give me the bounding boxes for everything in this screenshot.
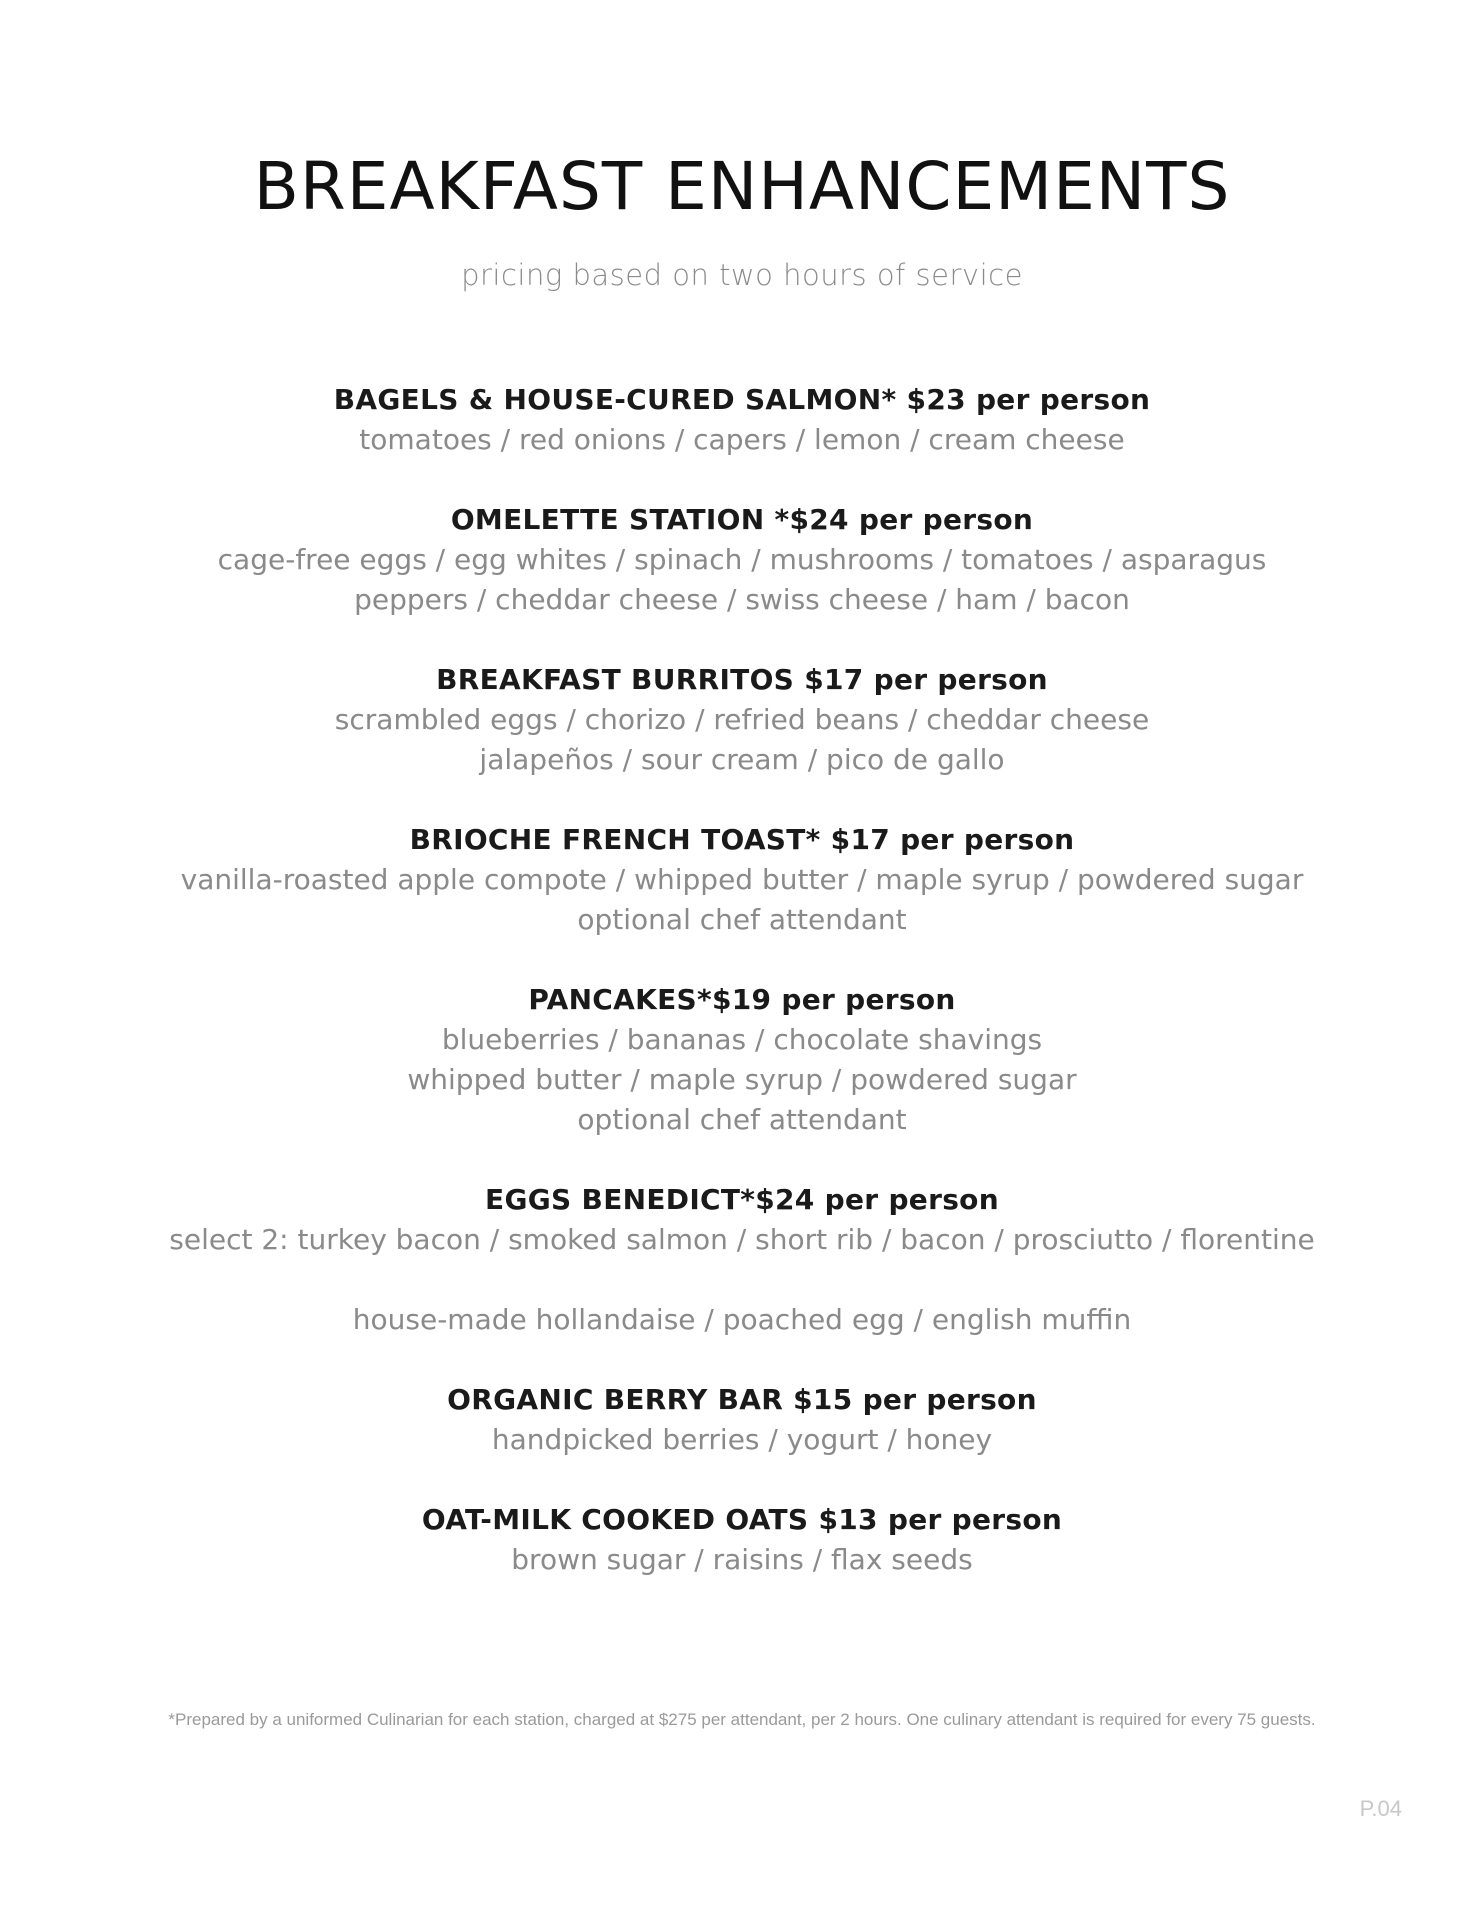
- menu-section-pancakes: [0, 980, 1484, 1140]
- section-name: PANCAKES*: [528, 983, 712, 1016]
- section-name: BAGELS & HOUSE-CURED SALMON*: [333, 383, 897, 416]
- menu-section-berry-bar: [0, 1380, 1484, 1460]
- footnote: *Prepared by a uniformed Culinarian for each station, charged at $275 per attendant, per 2 hours. One culinary attendant is required for every 75 guests.: [168, 1710, 1316, 1729]
- section-heading: [0, 660, 1484, 700]
- section-items: jalapeños / sour cream / pico de gallo: [479, 743, 1005, 776]
- menu-section-eggs-benedict: [0, 1180, 1484, 1260]
- section-name: OMELETTE STATION *: [450, 503, 790, 536]
- section-name: OAT-MILK COOKED OATS: [421, 1503, 809, 1536]
- menu-section-oats: [0, 1500, 1484, 1580]
- section-items: optional chef attendant: [577, 903, 907, 936]
- section-heading: [0, 500, 1484, 540]
- section-price: $17: [830, 823, 891, 856]
- section-price-unit: per person: [858, 503, 1034, 536]
- section-name: ORGANIC BERRY BAR: [447, 1383, 784, 1416]
- section-name: EGGS BENEDICT*: [485, 1183, 756, 1216]
- menu-section-burritos: [0, 660, 1484, 780]
- section-items: brown sugar / raisins / flax seeds: [511, 1543, 973, 1576]
- section-heading: [0, 1500, 1484, 1540]
- section-items: house-made hollandaise / poached egg / english muffin: [352, 1303, 1132, 1336]
- section-price: $17: [804, 663, 864, 696]
- section-items: handpicked berries / yogurt / honey: [491, 1423, 993, 1456]
- section-items: optional chef attendant: [577, 1103, 907, 1136]
- section-name: BRIOCHE FRENCH TOAST*: [409, 823, 821, 856]
- section-price-unit: per person: [781, 983, 956, 1016]
- section-items: vanilla-roasted apple compote / whipped butter / maple syrup / powdered sugar: [180, 863, 1304, 896]
- section-price-unit: per person: [862, 1383, 1037, 1416]
- menu-section-omelette: [0, 500, 1484, 620]
- section-heading: [0, 980, 1484, 1020]
- section-price: $24: [789, 503, 849, 536]
- page-title: BREAKFAST ENHANCEMENTS: [253, 148, 1231, 225]
- section-items: whipped butter / maple syrup / powdered sugar: [407, 1063, 1077, 1096]
- section-price: $13: [818, 1503, 878, 1536]
- section-items: select 2: turkey bacon / smoked salmon / short rib / bacon / prosciutto / florentine: [169, 1223, 1315, 1256]
- section-price: $15: [793, 1383, 853, 1416]
- section-items: cage-free eggs / egg whites / spinach / mushrooms / tomatoes / asparagus: [217, 543, 1267, 576]
- section-price: $24: [755, 1183, 815, 1216]
- section-heading: [0, 1180, 1484, 1220]
- section-name: BREAKFAST BURRITOS: [436, 663, 795, 696]
- page-subtitle: pricing based on two hours of service: [461, 258, 1023, 292]
- section-price-unit: per person: [887, 1503, 1063, 1536]
- section-items: scrambled eggs / chorizo / refried beans / cheddar cheese: [334, 703, 1150, 736]
- section-items: peppers / cheddar cheese / swiss cheese / ham / bacon: [354, 583, 1130, 616]
- menu-section-bagels: [0, 380, 1484, 460]
- section-price-unit: per person: [900, 823, 1075, 856]
- eggs-benedict-extra: [0, 1300, 1484, 1340]
- section-heading: [0, 1380, 1484, 1420]
- page-number: P.04: [1359, 1796, 1402, 1821]
- section-price: $23: [906, 383, 966, 416]
- section-price-unit: per person: [975, 383, 1151, 416]
- section-heading: [0, 380, 1484, 420]
- section-price-unit: per person: [824, 1183, 999, 1216]
- section-heading: [0, 820, 1484, 860]
- section-price: $19: [711, 983, 772, 1016]
- section-price-unit: per person: [873, 663, 1048, 696]
- section-items: tomatoes / red onions / capers / lemon / cream cheese: [359, 423, 1125, 456]
- menu-section-french-toast: [0, 820, 1484, 940]
- section-items: blueberries / bananas / chocolate shavings: [441, 1023, 1043, 1056]
